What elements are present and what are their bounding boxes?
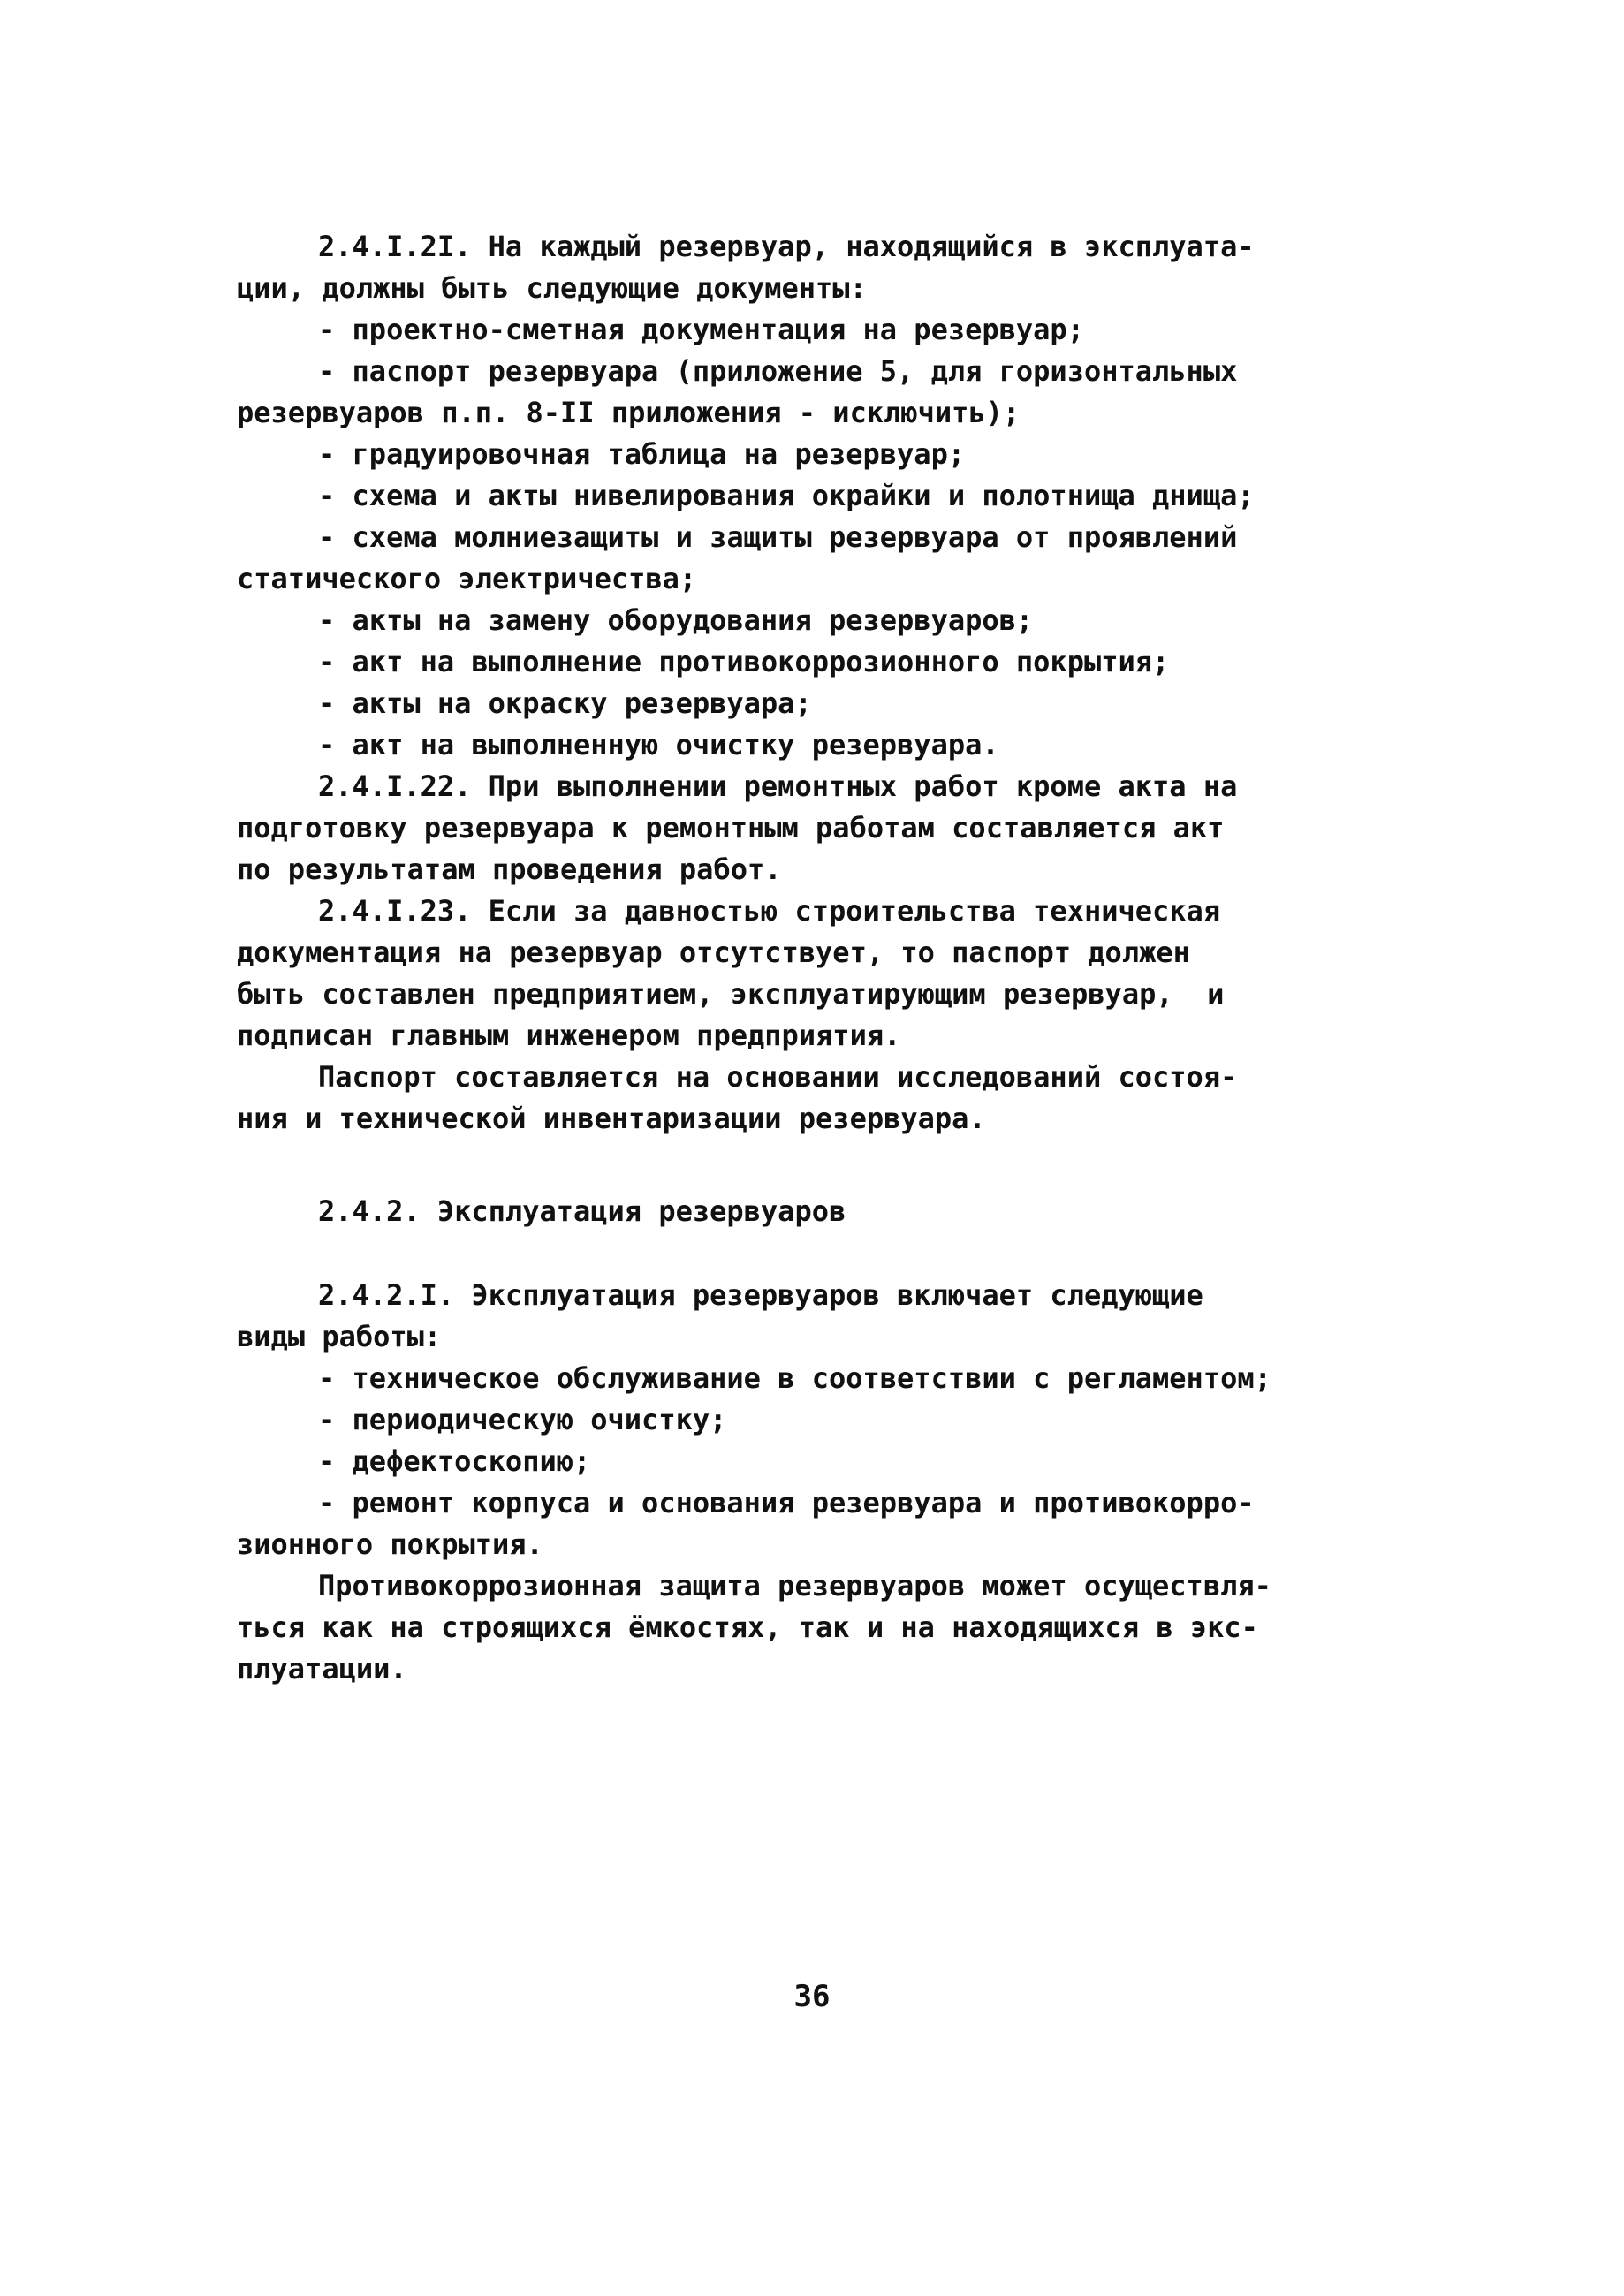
paragraph-2-4-1-22-line: подготовку резервуара к ремонтным работам составляется акт	[237, 811, 1225, 845]
list-item: - дефектоскопию;	[318, 1444, 591, 1478]
list-item: - акт на выполненную очистку резервуара.	[318, 728, 999, 762]
list-item-continuation: резервуаров п.п. 8-II приложения - исключить);	[237, 396, 1021, 429]
list-item: - ремонт корпуса и основания резервуара и противокорро-	[318, 1486, 1255, 1519]
list-item-continuation: статического электричества;	[237, 562, 697, 595]
list-item: - акты на замену оборудования резервуаров;	[318, 603, 1034, 637]
list-item: - акт на выполнение противокоррозионного покрытия;	[318, 645, 1170, 678]
paragraph-corrosion-line: плуатации.	[237, 1652, 407, 1686]
paragraph-2-4-1-21-line: 2.4.I.2I. На каждый резервуар, находящийся в эксплуата-	[318, 230, 1255, 263]
list-item-continuation: зионного покрытия.	[237, 1527, 543, 1561]
list-item: - периодическую очистку;	[318, 1403, 727, 1436]
page-number: 36	[793, 1979, 831, 2014]
paragraph-passport-line: ния и технической инвентаризации резервуара.	[237, 1102, 986, 1135]
list-item: - акты на окраску резервуара;	[318, 686, 812, 720]
list-item: - техническое обслуживание в соответствии с регламентом;	[318, 1361, 1271, 1395]
paragraph-2-4-2-1-line: виды работы:	[237, 1320, 442, 1353]
paragraph-corrosion-line: Противокоррозионная защита резервуаров может осуществля-	[318, 1569, 1271, 1603]
paragraph-corrosion-line: ться как на строящихся ёмкостях, так и на находящихся в экс-	[237, 1610, 1258, 1644]
paragraph-2-4-1-22-line: 2.4.I.22. При выполнении ремонтных работ кроме акта на	[318, 769, 1238, 803]
paragraph-2-4-1-23-line: 2.4.I.23. Если за давностью строительства техническая	[318, 894, 1221, 928]
paragraph-2-4-1-23-line: быть составлен предприятием, эксплуатирующим резервуар, и	[237, 977, 1225, 1011]
spacer	[237, 1232, 1244, 1275]
section-heading: 2.4.2. Эксплуатация резервуаров	[318, 1194, 846, 1228]
list-item: - градуировочная таблица на резервуар;	[318, 437, 966, 471]
paragraph-2-4-1-21-line: ции, должны быть следующие документы:	[237, 271, 867, 305]
document-body	[237, 226, 1271, 1690]
list-item: - паспорт резервуара (приложение 5, для горизонтальных	[318, 354, 1238, 388]
paragraph-2-4-1-22-line: по результатам проведения работ.	[237, 852, 782, 886]
list-item: - схема и акты нивелирования окрайки и полотнища днища;	[318, 479, 1255, 512]
paragraph-2-4-1-23-line: документация на резервуар отсутствует, то паспорт должен	[237, 936, 1190, 969]
list-item: - схема молниезащиты и защиты резервуара от проявлений	[318, 520, 1238, 554]
paragraph-passport-line: Паспорт составляется на основании исследований состоя-	[318, 1060, 1238, 1094]
spacer	[237, 1140, 1244, 1191]
paragraph-2-4-2-1-line: 2.4.2.I. Эксплуатация резервуаров включает следующие	[318, 1278, 1203, 1312]
list-item: - проектно-сметная документация на резервуар;	[318, 313, 1084, 346]
paragraph-2-4-1-23-line: подписан главным инженером предприятия.	[237, 1019, 901, 1052]
